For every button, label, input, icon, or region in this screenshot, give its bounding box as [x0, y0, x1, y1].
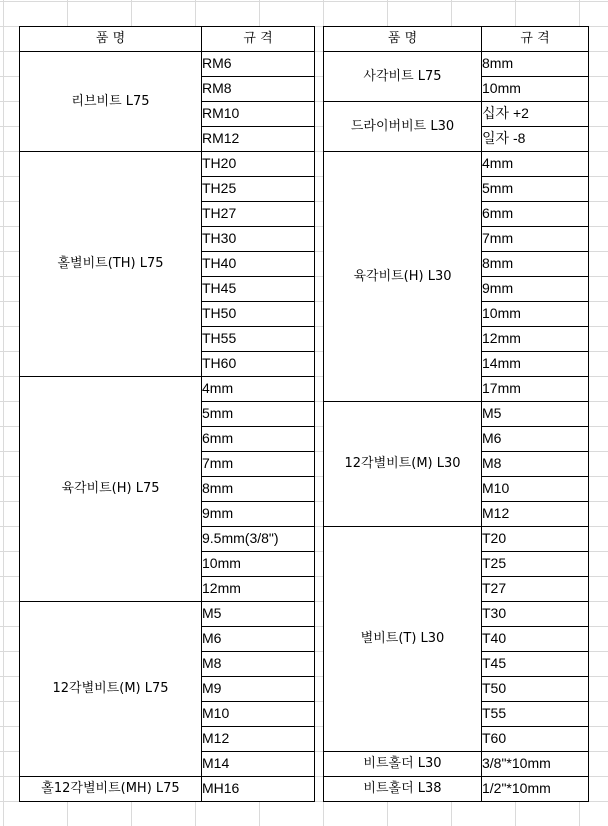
- product-name-cell[interactable]: [324, 752, 482, 777]
- product-name-cell-text: 비트홀더 L38: [363, 781, 442, 796]
- spec-cell-text: T45: [482, 655, 507, 671]
- spec-cell-text: M8: [202, 655, 222, 671]
- table-row: [324, 777, 589, 802]
- spec-cell-text: M10: [482, 480, 510, 496]
- spec-cell[interactable]: [202, 777, 315, 802]
- spec-cell[interactable]: [482, 302, 589, 327]
- spec-cell[interactable]: [202, 652, 315, 677]
- spec-cell[interactable]: [202, 477, 315, 502]
- spec-cell-text: T55: [482, 705, 507, 721]
- spec-cell[interactable]: [482, 577, 589, 602]
- spec-cell[interactable]: [482, 702, 589, 727]
- spec-cell-text: 8mm: [202, 480, 234, 496]
- product-name-cell-text: 리브비트 L75: [71, 93, 150, 109]
- header-spec-cell-text: 규 격: [243, 31, 273, 46]
- spec-cell-text: 17mm: [482, 380, 521, 396]
- spec-cell-text: T27: [482, 580, 507, 596]
- spec-cell[interactable]: [482, 402, 589, 427]
- spec-cell[interactable]: [202, 452, 315, 477]
- spec-cell[interactable]: [202, 377, 315, 402]
- spec-cell-text: TH45: [202, 280, 237, 296]
- spec-cell[interactable]: [202, 152, 315, 177]
- spec-cell-text: 10mm: [202, 555, 241, 571]
- table-row: [324, 152, 589, 177]
- header-row: [20, 27, 315, 52]
- product-name-cell-text: 홀별비트(TH) L75: [57, 256, 164, 271]
- spec-cell[interactable]: [202, 227, 315, 252]
- spec-cell[interactable]: [202, 577, 315, 602]
- spec-cell-text: T40: [482, 630, 507, 646]
- table-row: [324, 752, 589, 777]
- spec-cell[interactable]: [202, 277, 315, 302]
- spec-cell[interactable]: [482, 277, 589, 302]
- spec-cell-text: M10: [202, 705, 230, 721]
- spec-cell-text: 12mm: [482, 330, 521, 346]
- spec-cell-text: 6mm: [482, 205, 514, 221]
- spec-cell-text: RM8: [202, 80, 232, 96]
- spec-cell-text: RM6: [202, 55, 232, 71]
- product-name-cell[interactable]: [20, 602, 202, 777]
- spec-cell[interactable]: [482, 777, 589, 802]
- spec-cell[interactable]: [202, 627, 315, 652]
- spec-cell[interactable]: [482, 252, 589, 277]
- header-spec-cell-text: 규 격: [520, 31, 550, 46]
- spec-cell[interactable]: [482, 352, 589, 377]
- product-name-cell[interactable]: [324, 102, 482, 152]
- spec-cell-text: 14mm: [482, 355, 521, 371]
- spec-cell-text: 5mm: [202, 405, 234, 421]
- spec-cell-text: M8: [482, 455, 502, 471]
- spec-cell-text: M9: [202, 680, 222, 696]
- spec-cell[interactable]: [482, 227, 589, 252]
- spec-cell[interactable]: [202, 352, 315, 377]
- spec-cell-text: 12mm: [202, 580, 241, 596]
- table-row: [324, 102, 589, 127]
- spec-cell-text: RM12: [202, 130, 240, 146]
- spec-cell[interactable]: [202, 727, 315, 752]
- header-name-cell-text: 품 명: [95, 31, 126, 46]
- spec-cell[interactable]: [202, 102, 315, 127]
- header-spec-cell[interactable]: [202, 27, 315, 52]
- product-name-cell[interactable]: [20, 777, 202, 802]
- spec-cell[interactable]: [482, 727, 589, 752]
- spec-cell[interactable]: [202, 427, 315, 452]
- product-name-cell[interactable]: [20, 377, 202, 602]
- product-name-cell[interactable]: [20, 152, 202, 377]
- spec-cell-text: TH20: [202, 155, 237, 171]
- table-row: [324, 402, 589, 427]
- spec-cell[interactable]: [202, 402, 315, 427]
- spec-cell-text: 10mm: [482, 305, 521, 321]
- spec-cell-text: M12: [202, 730, 230, 746]
- spec-cell[interactable]: [202, 502, 315, 527]
- spec-cell-text: 7mm: [482, 230, 514, 246]
- header-row: [324, 27, 589, 52]
- spec-cell-text: 4mm: [482, 155, 514, 171]
- spec-cell[interactable]: [482, 627, 589, 652]
- spec-cell-text: MH16: [202, 780, 240, 796]
- table-row: [20, 602, 315, 627]
- spec-cell-text: 일자 -8: [482, 130, 526, 146]
- spec-cell[interactable]: [202, 677, 315, 702]
- spec-cell-text: 4mm: [202, 380, 234, 396]
- spec-cell[interactable]: [482, 127, 589, 152]
- spec-cell[interactable]: [202, 302, 315, 327]
- product-name-cell[interactable]: [324, 402, 482, 527]
- spec-cell-text: TH27: [202, 205, 237, 221]
- spec-cell-text: T50: [482, 680, 507, 696]
- table-row: [324, 52, 589, 77]
- spec-cell-text: 1/2"*10mm: [482, 780, 551, 796]
- spec-cell[interactable]: [482, 327, 589, 352]
- product-name-cell[interactable]: [324, 152, 482, 402]
- spec-cell-text: TH60: [202, 355, 237, 371]
- spec-cell-text: 8mm: [482, 255, 514, 271]
- spec-cell[interactable]: [482, 77, 589, 102]
- spec-cell-text: 십자 +2: [482, 105, 529, 121]
- spec-cell-text: T30: [482, 605, 507, 621]
- spec-cell[interactable]: [202, 602, 315, 627]
- spec-cell[interactable]: [482, 52, 589, 77]
- spec-cell[interactable]: [202, 127, 315, 152]
- table-row: [20, 777, 315, 802]
- spec-cell[interactable]: [482, 477, 589, 502]
- spec-cell[interactable]: [202, 77, 315, 102]
- spec-cell-text: 9mm: [482, 280, 514, 296]
- spec-cell-text: TH55: [202, 330, 237, 346]
- header-spec-cell[interactable]: [482, 27, 589, 52]
- spec-cell[interactable]: [202, 52, 315, 77]
- spec-cell[interactable]: [202, 702, 315, 727]
- spec-cell[interactable]: [482, 552, 589, 577]
- spec-cell-text: M14: [202, 755, 230, 771]
- spec-cell[interactable]: [202, 177, 315, 202]
- spec-cell[interactable]: [482, 427, 589, 452]
- spec-cell-text: M6: [202, 630, 222, 646]
- product-name-cell-text: 드라이버비트 L30: [350, 118, 455, 134]
- product-name-cell-text: 비트홀더 L30: [363, 756, 442, 771]
- product-name-cell[interactable]: [324, 777, 482, 802]
- spec-cell-text: 3/8"*10mm: [482, 755, 551, 771]
- spec-cell[interactable]: [202, 202, 315, 227]
- header-name-cell[interactable]: [20, 27, 202, 52]
- table-row: [20, 52, 315, 77]
- spec-cell[interactable]: [482, 677, 589, 702]
- product-name-cell-text: 육각비트(H) L75: [61, 481, 160, 496]
- product-name-cell[interactable]: [324, 52, 482, 102]
- header-name-cell-text: 품 명: [387, 31, 418, 46]
- spec-cell[interactable]: [482, 752, 589, 777]
- product-name-cell-text: 육각비트(H) L30: [353, 268, 452, 284]
- spec-cell-text: 5mm: [482, 180, 514, 196]
- spec-cell[interactable]: [482, 527, 589, 552]
- spec-cell[interactable]: [482, 152, 589, 177]
- spec-cell-text: 8mm: [482, 55, 514, 71]
- product-name-cell-text: 별비트(T) L30: [360, 631, 445, 646]
- table-row: [20, 377, 315, 402]
- spec-cell-text: TH25: [202, 180, 237, 196]
- spec-cell[interactable]: [202, 327, 315, 352]
- spec-cell[interactable]: [482, 377, 589, 402]
- spec-cell-text: TH30: [202, 230, 237, 246]
- spec-cell[interactable]: [482, 177, 589, 202]
- right-product-table: [323, 26, 589, 802]
- spec-cell[interactable]: [482, 102, 589, 127]
- product-name-cell[interactable]: [324, 527, 482, 752]
- spec-cell[interactable]: [202, 552, 315, 577]
- spec-cell-text: T25: [482, 555, 507, 571]
- spec-cell-text: 10mm: [482, 80, 521, 96]
- spec-cell-text: M12: [482, 505, 510, 521]
- spec-cell[interactable]: [482, 652, 589, 677]
- spec-cell-text: 9mm: [202, 505, 234, 521]
- spec-cell-text: T20: [482, 530, 507, 546]
- spec-cell-text: M6: [482, 430, 502, 446]
- product-name-cell-text: 12각별비트(M) L75: [52, 681, 169, 696]
- product-name-cell[interactable]: [20, 52, 202, 152]
- spec-cell-text: 6mm: [202, 430, 234, 446]
- spec-cell[interactable]: [482, 452, 589, 477]
- product-name-cell-text: 사각비트 L75: [363, 68, 442, 84]
- spec-cell-text: TH40: [202, 255, 237, 271]
- spec-cell-text: 7mm: [202, 455, 234, 471]
- spec-cell[interactable]: [482, 202, 589, 227]
- spec-cell[interactable]: [202, 252, 315, 277]
- product-name-cell-text: 12각별비트(M) L30: [344, 456, 461, 471]
- spec-cell[interactable]: [202, 527, 315, 552]
- spec-cell-text: M5: [482, 405, 502, 421]
- product-name-cell-text: 홀12각별비트(MH) L75: [41, 781, 180, 796]
- spec-cell-text: 9.5mm(3/8"): [202, 530, 279, 546]
- spec-cell-text: TH50: [202, 305, 237, 321]
- table-row: [324, 527, 589, 552]
- spec-cell-text: M5: [202, 605, 222, 621]
- spec-cell[interactable]: [202, 752, 315, 777]
- spec-cell[interactable]: [482, 602, 589, 627]
- spec-cell-text: T60: [482, 730, 507, 746]
- left-product-table: [19, 26, 315, 802]
- header-name-cell[interactable]: [324, 27, 482, 52]
- spec-cell[interactable]: [482, 502, 589, 527]
- spec-cell-text: RM10: [202, 105, 240, 121]
- table-row: [20, 152, 315, 177]
